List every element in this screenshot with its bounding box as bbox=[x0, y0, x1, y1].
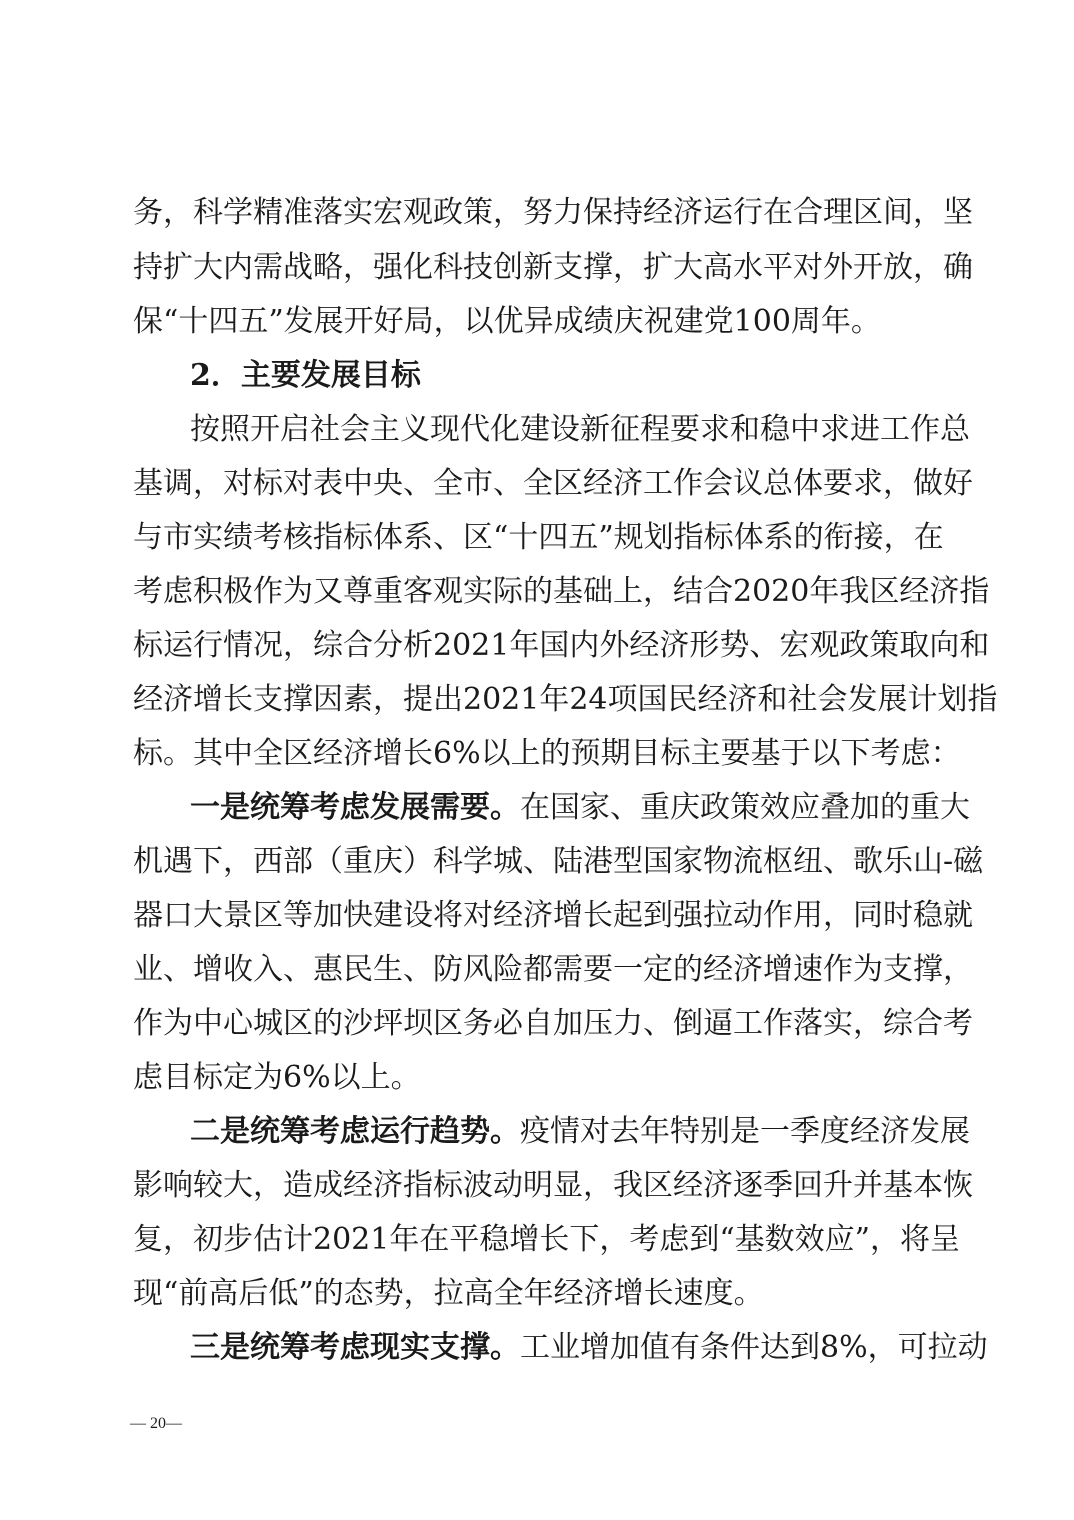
lead-in-bold: 一是统筹考虑发展需要。 bbox=[190, 790, 520, 825]
paragraph-line: 考虑积极作为又尊重客观实际的基础上，结合2020年我区经济指 bbox=[133, 574, 990, 609]
paragraph-line: 基调，对标对表中央、全市、全区经济工作会议总体要求，做好 bbox=[133, 466, 973, 501]
paragraph-line: 现“前高后低”的态势，拉高全年经济增长速度。 bbox=[133, 1276, 764, 1311]
paragraph-line: 持扩大内需战略，强化科技创新支撑，扩大高水平对外开放，确 bbox=[133, 250, 973, 285]
paragraph-line: 作为中心城区的沙坪坝区务必自加压力、倒逼工作落实，综合考 bbox=[133, 1006, 973, 1041]
paragraph-line: 按照开启社会主义现代化建设新征程要求和稳中求进工作总 bbox=[190, 412, 970, 447]
paragraph-line: 业、增收入、惠民生、防风险都需要一定的经济增速作为支撑， bbox=[133, 952, 973, 987]
paragraph-line: 与市实绩考核指标体系、区“十四五”规划指标体系的衔接，在 bbox=[133, 520, 944, 555]
paragraph-line: 复，初步估计2021年在平稳增长下，考虑到“基数效应”，将呈 bbox=[133, 1222, 961, 1257]
page-number: — 20— bbox=[130, 1415, 182, 1432]
paragraph-line bbox=[190, 1328, 988, 1368]
paragraph-line: 标。其中全区经济增长6%以上的预期目标主要基于以下考虑： bbox=[133, 736, 961, 771]
paragraph-line: 标运行情况，综合分析2021年国内外经济形势、宏观政策取向和 bbox=[133, 628, 990, 663]
paragraph-text: 在国家、重庆政策效应叠加的重大 bbox=[520, 790, 970, 825]
paragraph-line: 保“十四五”发展开好局，以优异成绩庆祝建党100周年。 bbox=[133, 304, 881, 339]
paragraph-line: 影响较大，造成经济指标波动明显，我区经济逐季回升并基本恢 bbox=[133, 1168, 973, 1203]
paragraph-line: 务，科学精准落实宏观政策，努力保持经济运行在合理区间，坚 bbox=[133, 195, 973, 230]
paragraph-line: 经济增长支撑因素，提出2021年24项国民经济和社会发展计划指 bbox=[133, 682, 998, 717]
paragraph-line: 机遇下，西部（重庆）科学城、陆港型国家物流枢纽、歌乐山-磁 bbox=[133, 844, 984, 879]
paragraph-line: 虑目标定为6%以上。 bbox=[133, 1060, 421, 1095]
paragraph-text: 疫情对去年特别是一季度经济发展 bbox=[520, 1114, 970, 1149]
section-heading: 2．主要发展目标 bbox=[190, 358, 421, 393]
paragraph-line bbox=[190, 1112, 970, 1152]
lead-in-bold: 二是统筹考虑运行趋势。 bbox=[190, 1114, 520, 1149]
lead-in-bold: 三是统筹考虑现实支撑。 bbox=[190, 1330, 520, 1365]
paragraph-line bbox=[190, 788, 970, 828]
paragraph-text: 工业增加值有条件达到8%，可拉动 bbox=[520, 1330, 988, 1365]
paragraph-line: 器口大景区等加快建设将对经济增长起到强拉动作用，同时稳就 bbox=[133, 898, 973, 933]
